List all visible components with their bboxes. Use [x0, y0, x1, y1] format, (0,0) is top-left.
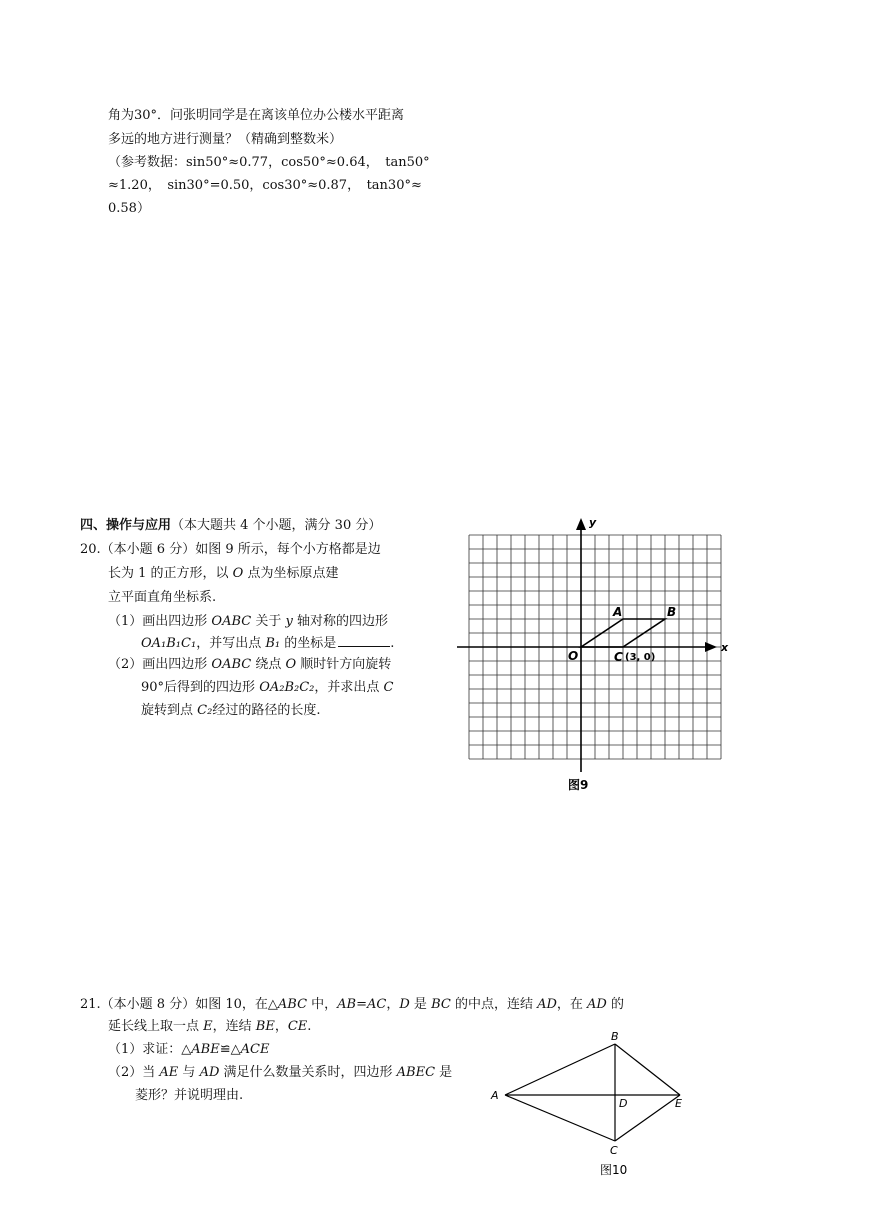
- q21-text: （1）求证：△: [108, 1042, 192, 1057]
- point-o-label: O: [568, 649, 579, 663]
- q20-text: 绕点: [251, 657, 286, 672]
- q21-text: （2）当: [108, 1065, 160, 1080]
- q20-line-3: 立平面直角坐标系.: [108, 590, 217, 605]
- q20-quad-name: OA₁B₁C₁: [141, 636, 197, 651]
- q20-text: 关于: [251, 614, 286, 629]
- q20-point-name: O: [285, 657, 297, 672]
- line-ac: [505, 1095, 615, 1141]
- q21-text: ≌△: [219, 1042, 241, 1057]
- q21-math: CE: [287, 1019, 308, 1034]
- q20-line-2: [108, 564, 338, 584]
- q20-quad-name: OABC: [211, 614, 252, 629]
- q21-math: AB=AC: [337, 997, 387, 1012]
- y-axis-label: y: [589, 516, 597, 529]
- q20-text: ，并写出点: [196, 636, 266, 651]
- figure-10-diagram: [485, 1028, 700, 1183]
- q21-text: ，: [386, 997, 400, 1012]
- line-ab: [505, 1044, 615, 1095]
- x-axis-arrow-icon: [705, 642, 717, 652]
- q21-part2-line-1: [108, 1063, 452, 1083]
- answer-blank[interactable]: [338, 633, 390, 647]
- point-c-label: C: [610, 1144, 618, 1157]
- q20-part1-line-1: [108, 612, 388, 632]
- q21-line-1: [80, 995, 624, 1015]
- q20-text: 经过的路径的长度.: [212, 703, 321, 718]
- figure-9-grid: [455, 510, 730, 800]
- point-c-coordinate: (3, 0): [625, 652, 656, 663]
- y-axis-arrow-icon: [576, 518, 586, 530]
- q21-text: 21.（本小题 8 分）如图 10，在△: [80, 997, 278, 1012]
- q21-text: ，在: [556, 997, 588, 1012]
- q21-text: 是: [435, 1065, 453, 1080]
- section-note: （本大题共 4 个小题，满分 30 分）: [171, 518, 382, 533]
- q20-quad-name: OA₂B₂C₂: [259, 680, 315, 695]
- q21-text: .: [307, 1019, 312, 1034]
- q21-line-2: [108, 1017, 311, 1037]
- q21-text: 与: [178, 1065, 200, 1080]
- point-a-label: A: [491, 1089, 499, 1102]
- q20-text: （2）画出四边形: [108, 657, 212, 672]
- q20-origin-label: O: [232, 566, 244, 581]
- q21-text: 延长线上取一点: [108, 1019, 204, 1034]
- point-b-label: B: [611, 1030, 619, 1043]
- q20-point-name: C: [383, 680, 394, 695]
- q21-math: AD: [587, 997, 607, 1012]
- q21-math: BC: [431, 997, 451, 1012]
- q19-line-1: 角为30°．问张明同学是在离该单位办公楼水平距离: [108, 108, 405, 123]
- q20-part2-line-3: [141, 701, 320, 721]
- q20-part2-line-2: [141, 678, 393, 698]
- q21-text: 是: [409, 997, 432, 1012]
- section-title: 四、操作与应用: [80, 518, 172, 533]
- figure-9-caption: 图9: [568, 778, 589, 792]
- q21-math: ABE: [191, 1042, 220, 1057]
- q21-text: ，: [274, 1019, 288, 1034]
- q20-point-name: C₂: [197, 703, 213, 718]
- line-be: [615, 1044, 680, 1095]
- q21-math: ABC: [277, 997, 308, 1012]
- q21-math: E: [203, 1019, 213, 1034]
- q21-part2-line-2: 菱形？并说明理由.: [135, 1088, 244, 1103]
- section-heading: [80, 516, 381, 536]
- x-axis-label: x: [721, 641, 729, 654]
- q21-math: AD: [199, 1065, 220, 1080]
- q21-math: AE: [159, 1065, 179, 1080]
- q20-part2-line-1: [108, 655, 391, 675]
- q21-math: AD: [537, 997, 557, 1012]
- q21-math: D: [399, 997, 410, 1012]
- q20-part1-line-2: [141, 633, 394, 654]
- q20-text: 旋转到点: [141, 703, 198, 718]
- point-d-label: D: [619, 1097, 628, 1110]
- q21-text: ，连结: [212, 1019, 256, 1034]
- q20-axis-name: y: [285, 614, 293, 629]
- q19-line-2: 多远的地方进行测量？（精确到整数米）: [108, 132, 343, 147]
- q20-text: ，并求出点: [314, 680, 384, 695]
- q20-text: 顺时针方向旋转: [296, 657, 392, 672]
- q20-line-1: 20.（本小题 6 分）如图 9 所示，每个小方格都是边: [80, 542, 381, 557]
- q20-text: （1）画出四边形: [108, 614, 212, 629]
- point-c-label: C: [614, 650, 623, 664]
- q20-text: 90°后得到的四边形: [141, 680, 260, 695]
- q19-line-4: ≈1.20， sin30°=0.50，cos30°≈0.87， tan30°≈: [108, 178, 422, 193]
- q21-math: ACE: [240, 1042, 270, 1057]
- q19-line-5: 0.58）: [108, 201, 150, 216]
- q21-text: 满足什么数量关系时，四边形: [219, 1065, 397, 1080]
- q20-point-name: B₁: [265, 636, 281, 651]
- q20-text: 点为坐标原点建: [243, 566, 339, 581]
- q21-text: 中，: [307, 997, 338, 1012]
- q19-line-3: （参考数据：sin50°≈0.77，cos50°≈0.64， tan50°: [108, 155, 430, 170]
- q20-text: .: [390, 636, 395, 651]
- figure-10-caption: 图10: [600, 1163, 628, 1177]
- q20-text: 轴对称的四边形: [292, 614, 388, 629]
- point-b-label: B: [667, 605, 677, 619]
- q21-part1: [108, 1040, 269, 1060]
- q21-math: ABEC: [396, 1065, 436, 1080]
- q20-text: 长为 1 的正方形，以: [108, 566, 233, 581]
- q20-quad-name: OABC: [211, 657, 252, 672]
- point-a-label: A: [613, 605, 623, 619]
- point-e-label: E: [675, 1097, 682, 1110]
- q21-text: 的: [606, 997, 624, 1012]
- q21-math: BE: [255, 1019, 275, 1034]
- q21-text: 的中点，连结: [450, 997, 538, 1012]
- q20-text: 的坐标是: [280, 636, 337, 651]
